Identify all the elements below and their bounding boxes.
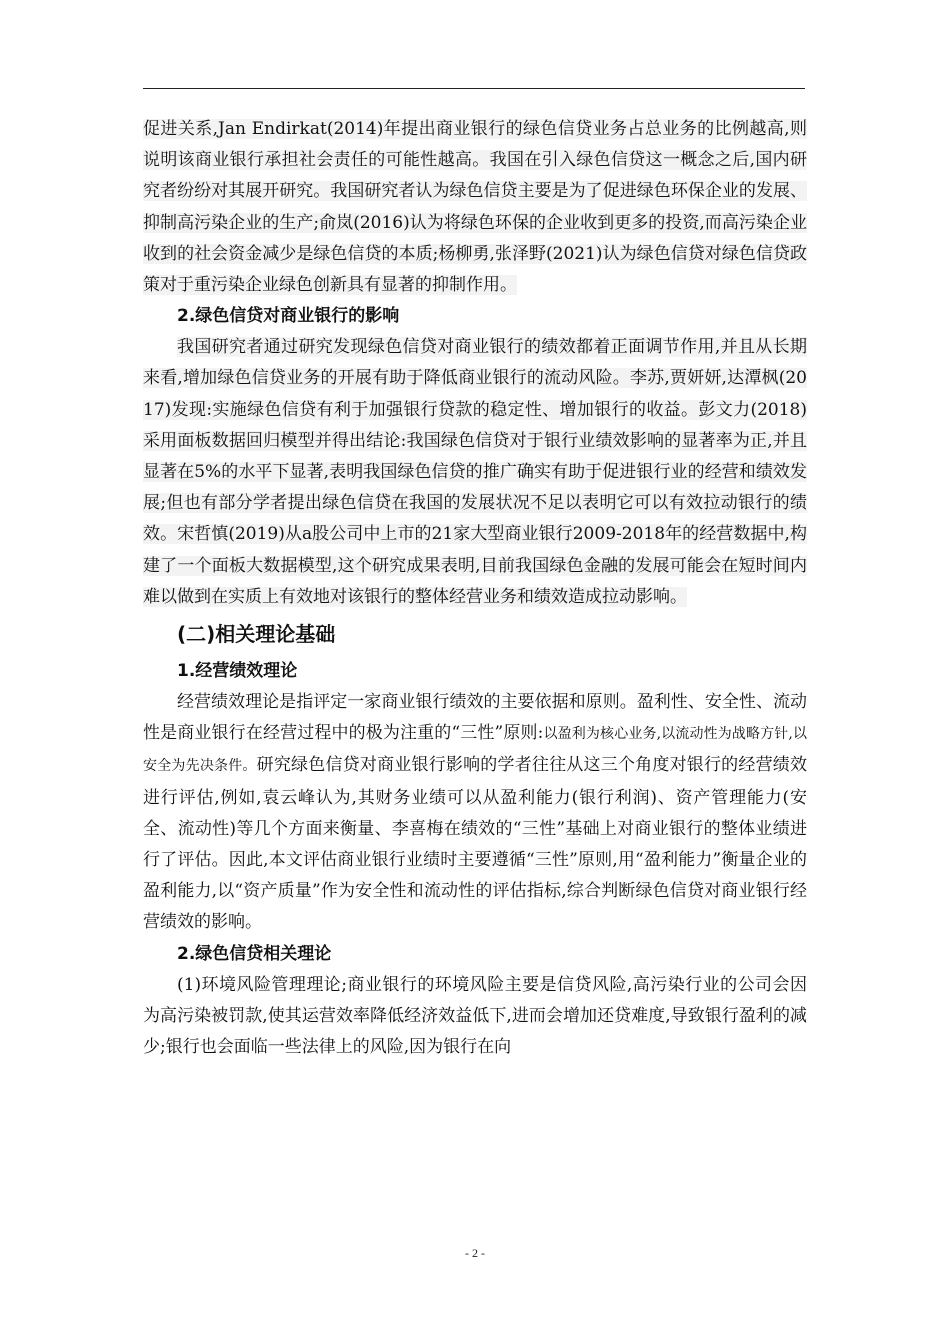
paragraph-text: 经营绩效理论是指评定一家商业银行绩效的主要依据和原则。盈利性、安全性、流动性是商业银行在经营过程中的极为注重的“三性”原则:: [143, 692, 807, 744]
page-number: - 2 -: [465, 1246, 485, 1260]
paragraph-text: (1)环境风险管理理论;商业银行的环境风险主要是信贷风险,高污染行业的公司会因为高污染被罚款,使其运营效率降低经济效益低下,进而会增加还贷难度,导致银行盈利的减少;银行也会面临一些法律上的风险,因为银行在向: [143, 974, 807, 1058]
paragraph-text: 我国研究者通过研究发现绿色信贷对商业银行的绩效都着正面调节作用,并且从长期来看,增加绿色信贷业务的开展有助于降低商业银行的流动风险。李苏,贾妍妍,达潭枫(2017)发现:实施绿色信贷有利于加强银行贷款的稳定性、增加银行的收益。彭文力(2018)采用面板数据回归模型并得出结论:我国绿色信贷对于银行业绩效影响的显著率为正,并且显著在5%的水平下显著,表明我国绿色信贷的推广确实有助于促进银行业的经营和绩效发展;但也有部分学者提出绿色信贷在我国的发展状况不足以表明它可以有效拉动银行的绩效。宋哲慎(2019)从a股公司中上市的21家大型商业银行2009-2018年的经营数据中,构建了一个面板大数据模型,这个研究成果表明,目前我国绿色金融的发展可能会在短时间内难以做到在实质上有效地对该银行的整体经营业务和绩效造成拉动影响。: [143, 337, 807, 607]
paragraph-environmental-risk: [143, 970, 807, 1064]
subheading-green-credit-impact: 2.绿色信贷对商业银行的影响: [177, 306, 400, 327]
paragraph-text: 研究绿色信贷对商业银行影响的学者往往从这三个角度对银行的经营绩效进行评估,例如,袁云峰认为,其财务业绩可以从盈利能力(银行利润)、资产管理能力(安全、流动性)等几个方面来衡量、李喜梅在绩效的“三性”基础上对商业银行的整体业绩进行了评估。因此,本文评估商业银行业绩时主要遵循“三性”原则,用“盈利能力”衡量企业的盈利能力,以“资产质量”作为安全性和流动性的评估指标,综合判断绿色信贷对商业银行经营绩效的影响。: [143, 755, 807, 933]
body-text: [143, 114, 807, 1063]
header-rule: [143, 88, 805, 89]
subheading-performance-theory: 1.经营绩效理论: [177, 661, 298, 682]
paragraph-text: 促进关系,Jan Endirkat(2014)年提出商业银行的绿色信贷业务占总业务的比例越高,则说明该商业银行承担社会责任的可能性越高。我国在引入绿色信贷这一概念之后,国内研究者纷纷对其展开研究。我国研究者认为绿色信贷主要是为了促进绿色环保企业的发展、抑制高污染企业的生产;俞岚(2016)认为将绿色环保的企业收到更多的投资,而高污染企业收到的社会资金减少是绿色信贷的本质;杨柳勇,张泽野(2021)认为绿色信贷对绿色信贷政策对于重污染企业绿色创新具有显著的抑制作用。: [143, 119, 807, 296]
paragraph-prior-research: [143, 114, 807, 301]
section-heading-theory: (二)相关理论基础: [177, 622, 336, 647]
paragraph-performance-theory: [143, 687, 807, 939]
subheading-green-credit-theory: 2.绿色信贷相关理论: [177, 943, 332, 964]
paragraph-text-small: 以盈利为核心业务,以流动性为战略方针,以安全为先决条件。: [143, 726, 807, 775]
paragraph-green-credit-impact: [143, 332, 807, 613]
